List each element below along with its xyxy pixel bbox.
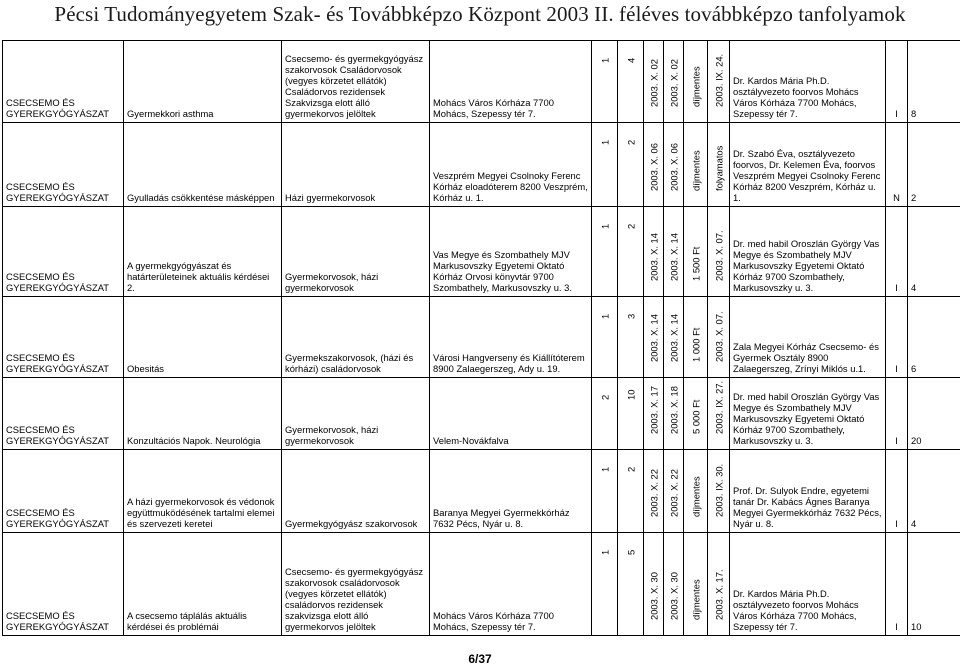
organizer-cell: Dr. med habil Oroszlán György Vas Megye és Szombathely MJV Markusovszky Egyetemi Oktató Kórház 9700 Szombathely, Markusovszky u. 3. [730,378,886,449]
start-date-cell [644,206,664,296]
hours-value: 2 [625,139,636,145]
specialty-cell: CSECSEMO ÉS GYEREKGYÓGYÁSZAT [3,206,124,296]
table-row [3,41,960,123]
days-value: 1 [599,313,610,319]
days-value: 1 [599,139,610,145]
start-date: 2003. X. 30 [648,572,659,620]
specialty-cell: CSECSEMO ÉS GYEREKGYÓGYÁSZAT [3,41,124,123]
level-cell: I [886,533,908,636]
hours-value-cell [618,41,644,123]
hours-value-cell [618,206,644,296]
page-title: Pécsi Tudományegyetem Szak- és Továbbképzo Központ 2003 II. féléves továbbképzo tanfolyamok [54,2,906,26]
level-cell: N [886,122,908,206]
days-value-cell [592,122,618,206]
audience-cell: Csecsemo- és gyermekgyógyász szakorvosok családorvosok (vegyes körzetet ellátók) családorvos rezidensek szakvizsga elott álló gyermekorvos jelöltek [282,533,430,636]
audience-cell: Gyermekgyógyász szakorvosok [282,449,430,533]
hours-value-cell [618,378,644,449]
start-date: 2003. X. 22 [648,469,659,518]
table-row [3,206,960,296]
location-cell: Veszprém Megyei Csolnoky Ferenc Kórház eloadóterem 8200 Veszprém, Kórház u. 1. [430,122,592,206]
points-cell: 4 [908,206,960,296]
end-date: 2003. X. 22 [668,469,679,518]
days-value-cell [592,296,618,378]
topic-cell: A gyermekgyógyászat és határterületeinek aktuális kérdései 2. [124,206,282,296]
days-value-cell [592,378,618,449]
hours-value-cell [618,296,644,378]
hours-value-cell [618,122,644,206]
start-date-cell [644,449,664,533]
level-cell: I [886,449,908,533]
level-cell: I [886,41,908,123]
days-value: 1 [599,57,610,63]
location-cell: Városi Hangverseny és Kiállítóterem 8900 Zalaegerszeg, Ady u. 19. [430,296,592,378]
organizer-cell: Dr. Kardos Mária Ph.D. osztályvezeto foorvos Mohács Város Kórháza 7700 Mohács, Szepessy tér 7. [730,533,886,636]
audience-cell: Házi gyermekorvosok [282,122,430,206]
fee-value-cell [684,533,708,636]
start-date: 2003. X. 02 [648,58,659,107]
days-value: 1 [599,223,610,229]
organizer-cell: Dr. Kardos Mária Ph.D. osztályvezeto foorvos Mohács Város Kórháza 7700 Mohács, Szepessy tér 7. [730,41,886,123]
days-value-cell [592,449,618,533]
deadline-value-cell [708,449,730,533]
fee-value: 1 000 Ft [690,327,701,363]
table-row [3,296,960,378]
deadline-value: 2003. X. 07. [713,311,724,363]
topic-cell: A házi gyermekorvosok és védonok együttmuködésének tartalmi elemei és szervezeti keretei [124,449,282,533]
specialty-cell: CSECSEMO ÉS GYEREKGYÓGYÁSZAT [3,296,124,378]
audience-cell: Csecsemo- és gyermekgyógyász szakorvosok Családorvosok (vegyes körzetet ellátók) Családorvos rezidensek Szakvizsga elott álló gyermekorvos jelöltek [282,41,430,123]
hours-value: 2 [625,466,636,472]
deadline-value: folyamatos [713,145,724,191]
hours-value: 4 [625,57,636,63]
end-date: 2003. X. 18 [668,385,679,434]
deadline-value-cell [708,41,730,123]
end-date-cell [664,206,684,296]
topic-cell: Obesitás [124,296,282,378]
deadline-value: 2003. X. 17. [713,569,724,620]
start-date: 2003. X. 14 [648,314,659,363]
fee-value-cell [684,296,708,378]
points-cell: 2 [908,122,960,206]
deadline-value: 2003. IX. 27. [713,380,724,434]
days-value: 1 [599,466,610,472]
end-date-cell [664,533,684,636]
deadline-value-cell [708,296,730,378]
location-cell: Vas Megye és Szombathely MJV Markusovszky Egyetemi Oktató Kórház Orvosi könyvtár 9700 Szombathely, Markusovszky u. 3. [430,206,592,296]
specialty-cell: CSECSEMO ÉS GYEREKGYÓGYÁSZAT [3,378,124,449]
start-date-cell [644,378,664,449]
deadline-value: 2003. X. 07. [713,230,724,281]
points-cell: 4 [908,449,960,533]
page-number: 6/37 [468,652,492,666]
deadline-value: 2003. IX. 24. [713,53,724,107]
organizer-cell: Dr. Szabó Éva, osztályvezeto foorvos, Dr. Kelemen Éva, foorvos Veszprém Megyei Csolnoky Ferenc Kórház 8200 Veszprém, Kórház u. 1. [730,122,886,206]
start-date-cell [644,533,664,636]
end-date: 2003. X. 06 [668,142,679,191]
course-table [2,40,960,636]
points-cell: 20 [908,378,960,449]
end-date-cell [664,449,684,533]
location-cell: Velem-Novákfalva [430,378,592,449]
start-date: 2003. X. 06 [648,142,659,191]
deadline-value: 2003. IX. 30. [713,464,724,518]
topic-cell: Konzultációs Napok. Neurológia [124,378,282,449]
start-date-cell [644,296,664,378]
fee-value-cell [684,122,708,206]
hours-value: 3 [625,313,636,319]
points-cell: 8 [908,41,960,123]
points-cell: 6 [908,296,960,378]
topic-cell: Gyermekkori asthma [124,41,282,123]
specialty-cell: CSECSEMO ÉS GYEREKGYÓGYÁSZAT [3,449,124,533]
start-date: 2003. X. 17 [648,385,659,434]
start-date-cell [644,41,664,123]
deadline-value-cell [708,378,730,449]
level-cell: I [886,206,908,296]
end-date-cell [664,296,684,378]
organizer-cell: Dr. med habil Oroszlán György Vas Megye és Szombathely MJV Markusovszky Egyetemi Oktató Kórház 9700 Szombathely, Markusovszky u. 3. [730,206,886,296]
fee-value: díjmentes [690,149,701,191]
organizer-cell: Zala Megyei Kórház Csecsemo- és Gyermek Osztály 8900 Zalaegerszeg, Zrínyi Miklós u.1. [730,296,886,378]
fee-value: díjmentes [690,579,701,620]
hours-value: 5 [625,550,636,556]
table-row [3,533,960,636]
audience-cell: Gyermekorvosok, házi gyermekorvosok [282,206,430,296]
deadline-value-cell [708,533,730,636]
hours-value-cell [618,533,644,636]
end-date-cell [664,122,684,206]
location-cell: Mohács Város Kórháza 7700 Mohács, Szepessy tér 7. [430,533,592,636]
fee-value-cell [684,41,708,123]
fee-value-cell [684,449,708,533]
table-row [3,449,960,533]
end-date: 2003. X. 02 [668,58,679,107]
fee-value: 5 000 Ft [690,399,701,434]
hours-value: 2 [625,223,636,229]
end-date-cell [664,378,684,449]
table-row [3,122,960,206]
days-value-cell [592,41,618,123]
start-date-cell [644,122,664,206]
specialty-cell: CSECSEMO ÉS GYEREKGYÓGYÁSZAT [3,533,124,636]
fee-value-cell [684,206,708,296]
topic-cell: Gyulladás csökkentése másképpen [124,122,282,206]
end-date: 2003. X. 14 [668,314,679,363]
location-cell: Baranya Megyei Gyermekkórház 7632 Pécs, Nyár u. 8. [430,449,592,533]
specialty-cell: CSECSEMO ÉS GYEREKGYÓGYÁSZAT [3,122,124,206]
table-row [3,378,960,449]
days-value: 2 [599,395,610,401]
start-date: 2003. X. 14 [648,232,659,281]
audience-cell: Gyermekorvosok, házi gyermekorvosok [282,378,430,449]
end-date: 2003. X. 14 [668,232,679,281]
days-value: 1 [599,550,610,556]
fee-value-cell [684,378,708,449]
level-cell: I [886,296,908,378]
hours-value-cell [618,449,644,533]
deadline-value-cell [708,206,730,296]
fee-value: 1 500 Ft [690,246,701,281]
deadline-value-cell [708,122,730,206]
days-value-cell [592,533,618,636]
level-cell: I [886,378,908,449]
audience-cell: Gyermekszakorvosok, (házi és kórházi) családorvosok [282,296,430,378]
end-date: 2003. X. 30 [668,572,679,620]
days-value-cell [592,206,618,296]
fee-value: díjmentes [690,66,701,107]
hours-value: 10 [625,389,636,401]
fee-value: díjmentes [690,476,701,518]
points-cell: 10 [908,533,960,636]
organizer-cell: Prof. Dr. Sulyok Endre, egyetemi tanár Dr. Kabács Ágnes Baranya Megyei Gyermekkórház 7632 Pécs, Nyár u. 8. [730,449,886,533]
location-cell: Mohács Város Kórháza 7700 Mohács, Szepessy tér 7. [430,41,592,123]
end-date-cell [664,41,684,123]
topic-cell: A csecsemo táplálás aktuális kérdései és problémái [124,533,282,636]
